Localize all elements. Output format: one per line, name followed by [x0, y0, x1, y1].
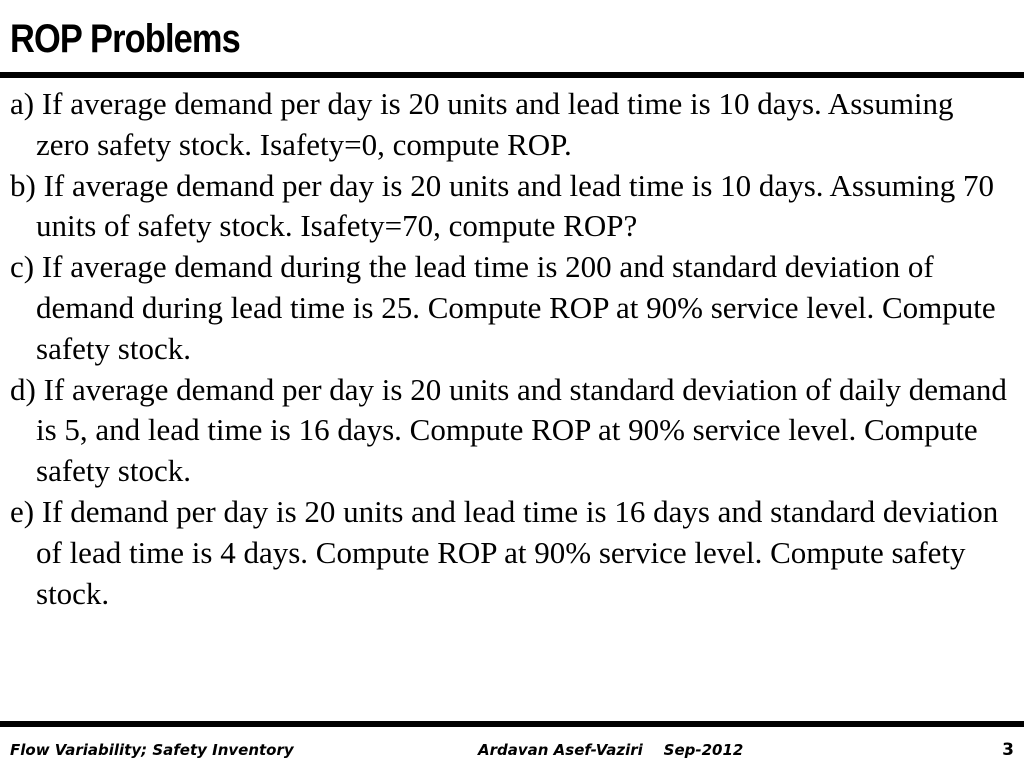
problem-c: c) If average demand during the lead time is 200 and standard deviation of demand during lead time is 25. Compute ROP at 90% service level. Compute safety stock. [10, 249, 996, 366]
footer-page-number: 3 [1002, 740, 1014, 760]
footer-divider [0, 721, 1024, 727]
problem-e: e) If demand per day is 20 units and lead time is 16 days and standard deviation of lead time is 4 days. Compute ROP at 90% service level. Compute safety stock. [10, 493, 999, 611]
footer-author-date: Ardavan Asef-Vaziri Sep-2012 [478, 741, 744, 759]
problem-a: a) If average demand per day is 20 units and lead time is 10 days. Assuming zero safety stock. Isafety=0, compute ROP. [10, 86, 954, 162]
problem-b: b) If average demand per day is 20 units and lead time is 10 days. Assuming 70 units of safety stock. Isafety=70, compute ROP? [10, 167, 995, 244]
title-divider [0, 72, 1024, 78]
problem-d: d) If average demand per day is 20 units and standard deviation of daily demand is 5, and lead time is 16 days. Compute ROP at 90% service level. Compute safety stock. [10, 371, 1007, 489]
footer-course-title: Flow Variability; Safety Inventory [10, 741, 294, 759]
slide-title: ROP Problems [10, 17, 240, 61]
problem-list [10, 84, 1014, 614]
